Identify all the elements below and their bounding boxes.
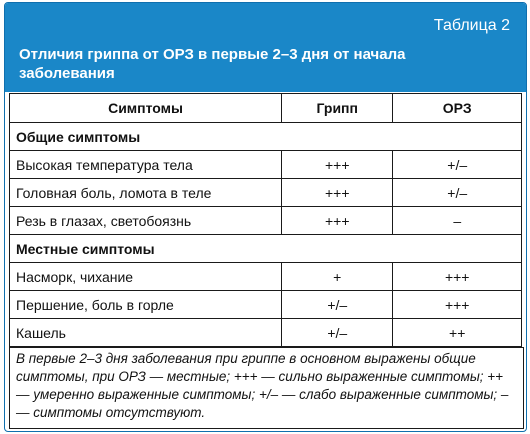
flu-cell: +++	[282, 207, 393, 235]
flu-cell: +	[282, 263, 393, 291]
flu-cell: +/–	[282, 319, 393, 347]
symptom-cell: Резь в глазах, светобоязнь	[10, 207, 282, 235]
flu-cell: +/–	[282, 291, 393, 319]
table-card	[4, 2, 527, 432]
table-row	[10, 263, 522, 291]
ari-cell: +++	[393, 291, 522, 319]
table-header	[5, 3, 526, 92]
table-row	[10, 151, 522, 179]
symptom-cell: Першение, боль в горле	[10, 291, 282, 319]
column-header-symptoms: Симптомы	[10, 94, 282, 123]
symptom-cell: Головная боль, ломота в теле	[10, 179, 282, 207]
symptoms-table	[9, 93, 522, 347]
symptom-cell: Кашель	[10, 319, 282, 347]
table-row	[10, 319, 522, 347]
table-row	[10, 291, 522, 319]
table-number: Таблица 2	[433, 17, 510, 34]
column-header-ari: ОРЗ	[393, 94, 522, 123]
section-title: Местные симптомы	[10, 235, 522, 263]
ari-cell: +/–	[393, 151, 522, 179]
ari-cell: +/–	[393, 179, 522, 207]
ari-cell: –	[393, 207, 522, 235]
ari-cell: ++	[393, 319, 522, 347]
flu-cell: +++	[282, 151, 393, 179]
table-title: Отличия гриппа от ОРЗ в первые 2–3 дня от начала заболевания	[19, 46, 406, 82]
section-row-general	[10, 123, 522, 151]
flu-cell: +++	[282, 179, 393, 207]
symptom-cell: Насморк, чихание	[10, 263, 282, 291]
symptom-cell: Высокая температура тела	[10, 151, 282, 179]
section-row-local	[10, 235, 522, 263]
table-footnote: В первые 2–3 дня заболевания при гриппе в основном выражены общие симптомы, при ОРЗ — местные; +++ — сильно выраженные симптомы; ++ — умеренно выраженные симптомы; +/– — слабо выраженные симптомы; – — симптомы отсутствуют.	[9, 347, 524, 429]
ari-cell: +++	[393, 263, 522, 291]
column-header-flu: Грипп	[282, 94, 393, 123]
table-row	[10, 207, 522, 235]
table-row	[10, 179, 522, 207]
table-header-row	[10, 94, 522, 123]
section-title: Общие симптомы	[10, 123, 522, 151]
